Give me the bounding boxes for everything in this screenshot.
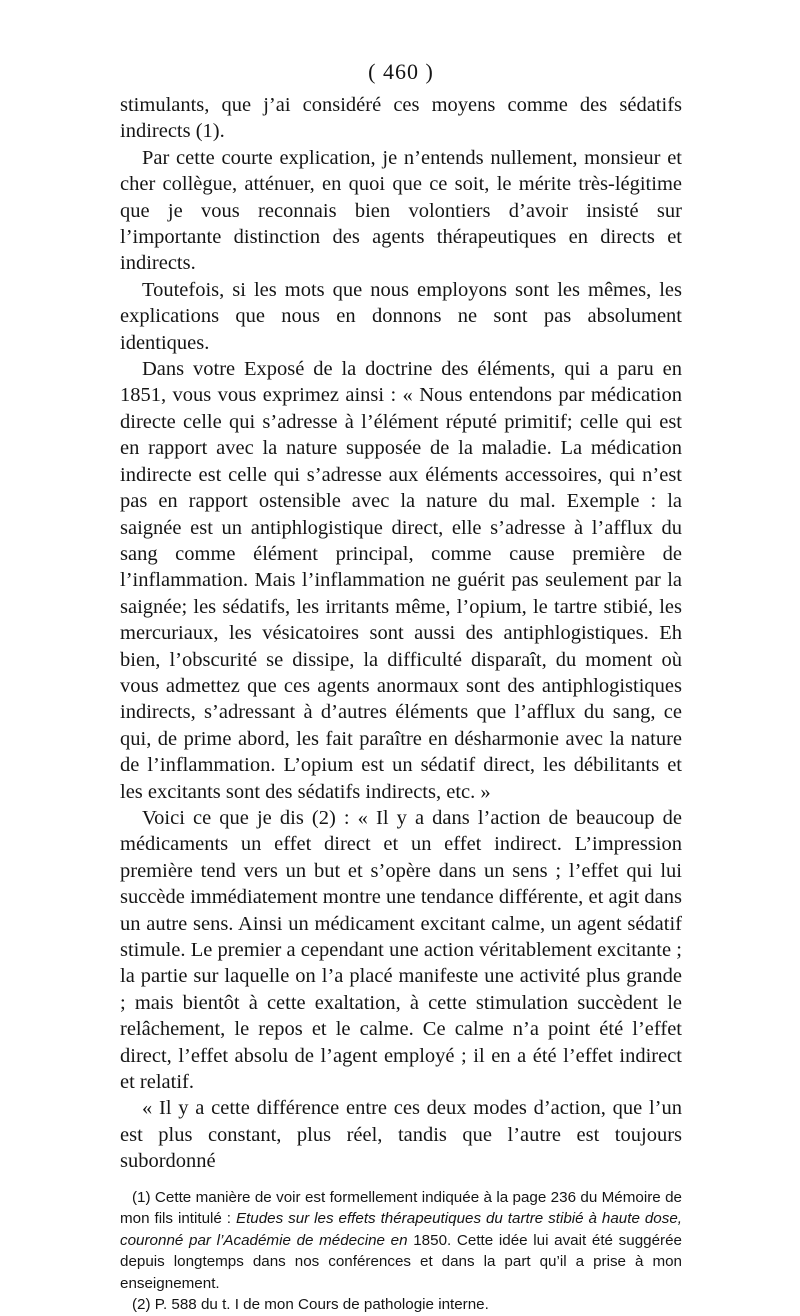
footnote-1 bbox=[120, 1187, 682, 1295]
page-number: ( 460 ) bbox=[368, 59, 434, 84]
footnote-1-title: Etudes sur les effets thérapeutiques du tartre stibié à haute dose, couronné par l’Académie de médecine en bbox=[120, 1210, 683, 1249]
footnote-2 bbox=[120, 1294, 682, 1316]
paragraph: Dans votre Exposé de la doctrine des éléments, qui a paru en 1851, vous vous exprimez ainsi : « Nous entendons par médication directe celle qui s’adresse à l’élément réputé primitif; celle qui est en rapport avec la nature supposée de la maladie. La médication indirecte est celle qui s’adresse aux éléments accessoires, qui n’est pas en rapport ostensible avec la nature du mal. Exemple : la saignée est un antiphlogistique direct, elle s’adresse à l’afflux du sang comme élément principal, comme cause première de l’inflammation. Mais l’inflammation ne guérit pas seulement par la saignée; les sédatifs, les irritants même, l’opium, le tartre stibié, les mercuriaux, les vésicatoires sont aussi des antiphlogistiques. Eh bien, l’obscurité se dissipe, la difficulté disparaît, du moment où vous admettez que ces agents anormaux sont des antiphlogistiques indirects, s’adressant à d’autres éléments que l’afflux du sang, ce qui, de prime abord, les fait paraître en désharmonie avec la nature de l’inflammation. L’opium est un sédatif direct, les débilitants et les excitants sont des sédatifs indirects, etc. » bbox=[120, 358, 682, 803]
body-text bbox=[120, 92, 682, 1175]
paragraph: Voici ce que je dis (2) : « Il y a dans l’action de beaucoup de médicaments un effet direct et un effet indirect. L’impression première tend vers un but et s’opère dans un sens ; l’effet qui lui succède immédiatement montre une tendance différente, et agit dans un autre sens. Ainsi un médicament excitant calme, un agent sédatif stimule. Le premier a cependant une action véritablement excitante ; la partie sur laquelle on l’a placé manifeste une activité plus grande ; mais bientôt à cette exaltation, à cette stimulation succèdent le relâchement, le repos et le calme. Ce calme n’a point été l’effet direct, l’effet absolu de l’agent employé ; il en a été l’effet indirect et relatif. bbox=[120, 806, 682, 1094]
footnote-1-before: (1) Cette manière de voir est formellement indiquée à la page 236 du Mémoire de mon fils intitulé : bbox=[120, 1188, 682, 1228]
footnote-2-before: (2) P. 588 du t. I de mon Cours de pathologie interne. bbox=[132, 1296, 489, 1314]
paragraph: Par cette courte explication, je n’entends nullement, monsieur et cher collègue, atténuer, en quoi que ce soit, le mérite très-légitime que je vous reconnais bien volontiers d’avoir insisté sur l’importante distinction des agents thérapeutiques en directs et indirects. bbox=[120, 146, 682, 275]
paragraph: stimulants, que j’ai considéré ces moyens comme des sédatifs indirects (1). bbox=[120, 94, 682, 143]
footnote-1-after: 1850. Cette idée lui avait été suggérée depuis longtemps dans nos conférences et dans la part qu’il a prise à mon enseignement. bbox=[120, 1231, 682, 1292]
page bbox=[120, 58, 682, 1316]
paragraph: « Il y a cette différence entre ces deux modes d’action, que l’un est plus constant, plus réel, tandis que l’autre est toujours subordonné bbox=[120, 1097, 682, 1173]
paragraph: Toutefois, si les mots que nous employons sont les mêmes, les explications que nous en donnons ne sont pas absolument identiques. bbox=[120, 278, 682, 354]
footnotes bbox=[120, 1187, 682, 1316]
